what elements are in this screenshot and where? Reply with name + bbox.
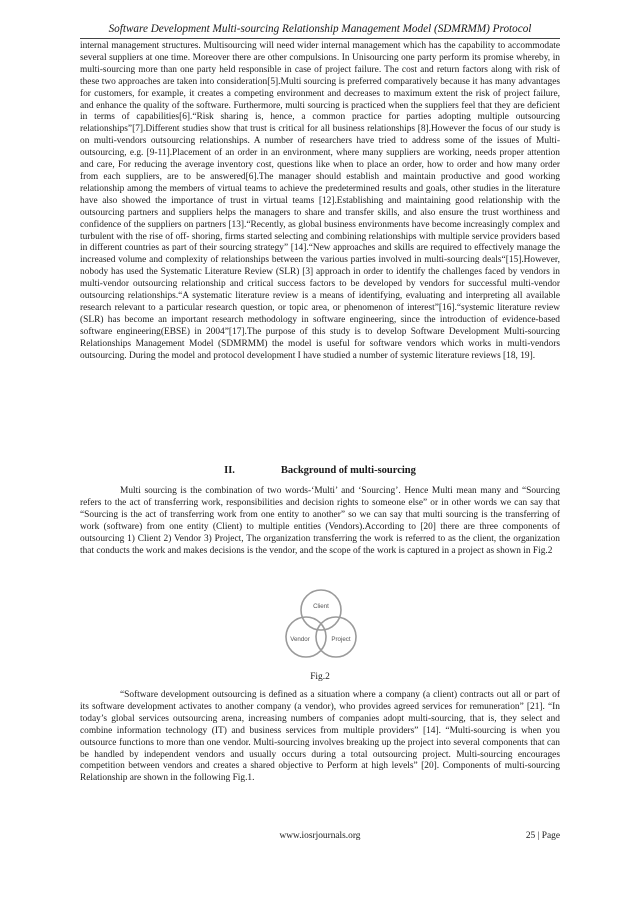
section-number: II. xyxy=(224,465,235,476)
page-number: 25 | Page xyxy=(525,831,560,841)
paragraph-definition: “Software development outsourcing is defined as a situation where a company (a client) contracts out all or part of its software development activates to another company (a vendor), who provides agreed services for remuneration” [21]. “In today’s global services outsourcing arena, increasing numbers of companies adopt multi-sourcing, that is, they select and combine information technology (IT) and business services from multiple providers” [14]. “Multi-sourcing is when you outsource functions to more than one vendor. Multi-sourcing involves breaking up the project into several components that can be handled by independent vendors and usually occurs during a total outsourcing project. Multi-sourcing encourages competition between vendors and creates a shared objective to Perform at high levels” [20]. Components of multi-sourcing Relationship are shown in the following Fig.1. xyxy=(80,690,560,784)
paragraph-intro: internal management structures. Multisourcing will need wider internal management which has the capability to accommodate several suppliers at one time. Moreover there are other compulsions. In Unisourcing one party perform its promise whereby, in multi-sourcing more than one party held responsible in case of project failure. The cost and return factors along with risk of these two approaches are taken into consideration[5].Multi sourcing is preferred comparatively because it has many advantages for customers, for example, it creates a competing environment and decreases to maximum extent the risk of project failure, and enhance the quality of the software. Furthermore, multi sourcing is practiced when the suppliers feel that they are deficient in terms of capabilities[6].“Risk sharing is, hence, a common practice for parties adopting multiple outsourcing relationships”[7].Different studies show that trust is critical for all business relationships [8].However the focus of our study is on multi-vendors outsourcing relationships. A number of researchers have tried to address some of the issues of Multi-outsourcing, e.g. [9-11].Placement of an order in an environment, where many suppliers are working, needs proper attention and care, For reducing the average inventory cost, questions like when to place an order, how to order and how many order from each suppliers, are to be answered[6].The manager should establish and maintain productive and good working relationship among the members of virtual teams to achieve the predetermined results and goals, other studies in the literature have also showed the importance of trust in virtual teams [12].Establishing and maintaining good relationship with the outsourcing partners and suppliers helps the managers to share and transfer skills, and also ensure the trust worthiness and confidence of the suppliers on partners [13].“Recently, as global business environments have become increasingly complex and turbulent with the rise of off- shoring, firms started selecting and combining relationships with multiple service providers based in different countries as part of their sourcing strategy” [14].“New approaches and skills are required to effectively manage the increased volume and complexity of relationships between the various parties involved in multi-sourcing deals“[15].However, nobody has used the Systematic Literature Review (SLR) [3] approach in order to identify the challenges faced by vendors in multi-vendor outsourcing relationship and critical success factors to be developed by vendors for successful multi-vendor outsourcing relationships.“A systematic literature review is a means of identifying, evaluating and interpreting all available research relevant to a particular research question, or topic area, or phenomenon of interest”[16].“systemic literature review (SLR) has become an important research methodology in software engineering, since the introduction of evidence-based software engineering(EBSE) in 2004”[17].The purpose of this study is to develop Software Development Multi-sourcing Relationships Management Model (SDMRMM) the model is useful for software vendors which works in multi-vendors outsourcing. During the model and protocol development I have studied a number of systemic literature reviews [18, 19]. xyxy=(80,41,560,361)
journal-website: www.iosrjournals.org xyxy=(279,831,361,841)
page-footer xyxy=(80,829,560,843)
section-title: Background of multi-sourcing xyxy=(280,465,416,476)
header-rule xyxy=(80,38,560,39)
project-label: Project xyxy=(331,636,351,643)
paragraph-background: Multi sourcing is the combination of two words-‘Multi’ and ‘Sourcing’. Hence Multi mean many and “Sourcing refers to the act of transferring work, responsibilities and decision rights to someone else” or in other words we can say that “Sourcing is the act of transferring work from one entity to another” so we can say that multi sourcing is the transferring of work (software) from one entity (Client) to multiple entities (Vendors).According to [20] there are three components of outsourcing 1) Client 2) Vendor 3) Project, The organization transferring the work is referred to as the client, the organization that conducts the work and makes decisions is the vendor, and the scope of the work is captured in a project as shown in Fig.2 xyxy=(80,486,560,556)
client-label: Client xyxy=(313,603,329,610)
section-heading xyxy=(80,464,560,478)
outsourcing-components-diagram xyxy=(278,586,364,662)
running-header: Software Development Multi-sourcing Relationship Management Model (SDMRMM) Protocol xyxy=(108,23,532,35)
figure-caption: Fig.2 xyxy=(310,672,330,682)
vendor-label: Vendor xyxy=(290,636,310,643)
